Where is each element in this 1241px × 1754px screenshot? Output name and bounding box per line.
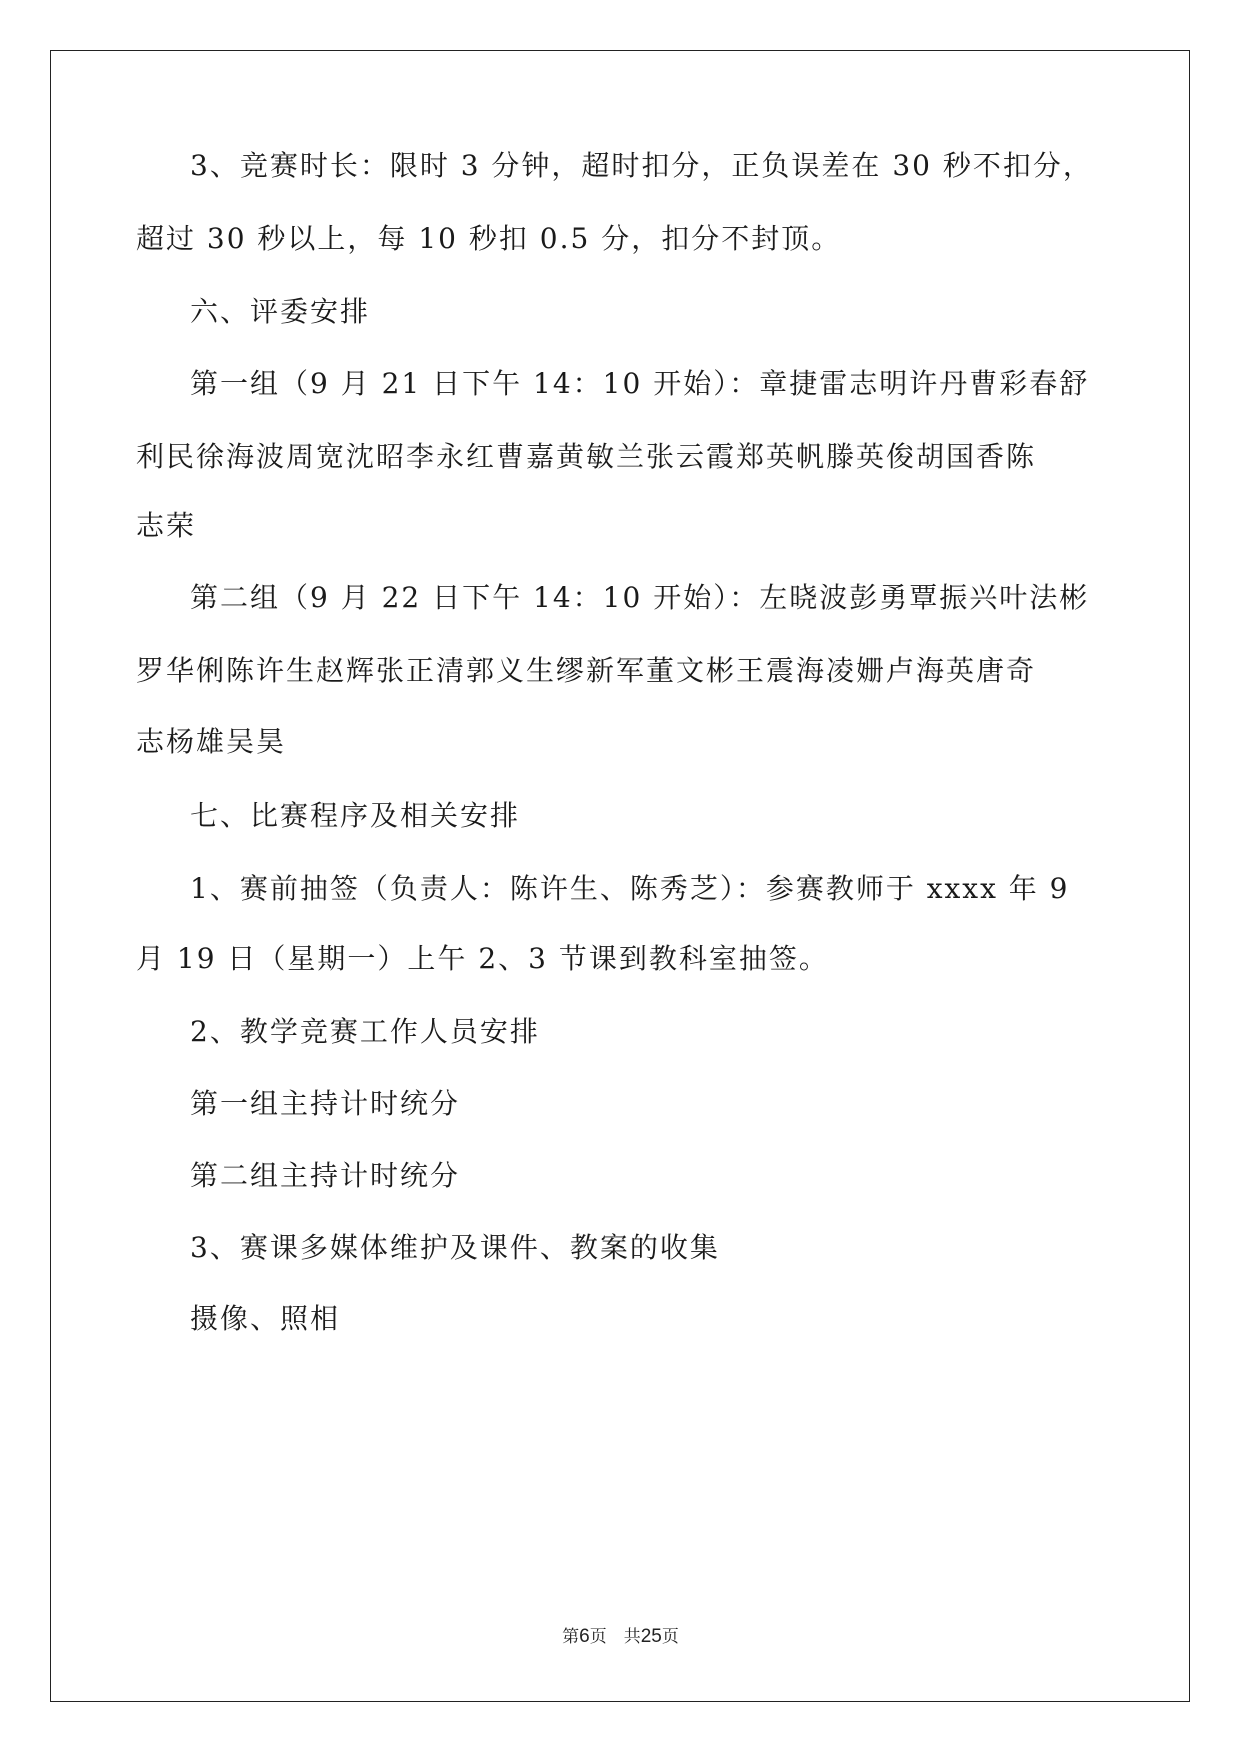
footer-prefix: 第 xyxy=(562,1627,580,1647)
text-line: 利民徐海波周宽沈昭李永红曹嘉黄敏兰张云霞郑英帆滕英俊胡国香陈 xyxy=(136,440,1037,473)
text-line: 第一组主持计时统分 xyxy=(190,1087,461,1120)
text-line: 志荣 xyxy=(136,509,197,542)
page-footer xyxy=(0,1622,1241,1648)
footer-suffix: 页 xyxy=(661,1627,679,1647)
text-line: 摄像、照相 xyxy=(190,1302,341,1335)
footer-page-number: 6 xyxy=(579,1626,590,1647)
text-line: 第一组（9 月 21 日下午 14：10 开始）：章捷雷志明许丹曹彩春舒 xyxy=(190,367,1090,400)
text-line: 超过 30 秒以上，每 10 秒扣 0.5 分，扣分不封顶。 xyxy=(136,222,842,255)
text-line: 3、竞赛时长：限时 3 分钟，超时扣分，正负误差在 30 秒不扣分， xyxy=(190,149,1093,182)
text-line: 1、赛前抽签（负责人：陈许生、陈秀芝）：参赛教师于 xxxx 年 9 xyxy=(190,872,1070,905)
text-line: 志杨雄吴昊 xyxy=(136,725,287,758)
text-line: 第二组主持计时统分 xyxy=(190,1159,461,1192)
footer-mid: 页 共 xyxy=(589,1627,641,1647)
text-line: 第二组（9 月 22 日下午 14：10 开始）：左晓波彭勇覃振兴叶法彬 xyxy=(190,581,1090,614)
section-heading: 六、评委安排 xyxy=(190,295,371,328)
text-line: 3、赛课多媒体维护及课件、教案的收集 xyxy=(190,1231,720,1264)
text-line: 2、教学竞赛工作人员安排 xyxy=(190,1015,540,1048)
section-heading: 七、比赛程序及相关安排 xyxy=(190,799,521,832)
text-line: 罗华俐陈许生赵辉张正清郭义生缪新军董文彬王震海凌姗卢海英唐奇 xyxy=(136,654,1037,687)
footer-total-pages: 25 xyxy=(640,1626,662,1647)
text-line: 月 19 日（星期一）上午 2、3 节课到教科室抽签。 xyxy=(136,942,829,975)
